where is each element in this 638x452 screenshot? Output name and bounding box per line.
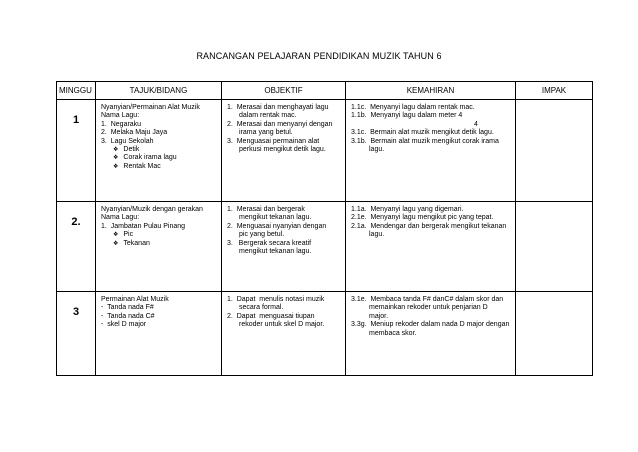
kemahiran-line: major. (369, 312, 389, 320)
objektif-line: irama yang betul. (239, 129, 293, 137)
objektif-line: pic yang betul. (239, 231, 285, 239)
kemahiran-line: 1.1a. Menyanyi lagu yang digemari. (351, 206, 464, 213)
tajuk-cell (96, 292, 222, 376)
objektif-cell (222, 292, 346, 376)
header-minggu: MINGGU (57, 82, 96, 100)
objektif-line: 3. Bergerak secara kreatif (227, 239, 312, 247)
tajuk-bullet-item: ❖ Corak irama lagu (101, 154, 217, 162)
lesson-plan-table (56, 81, 593, 376)
objektif-line: secara formal. (239, 304, 284, 312)
tajuk-line: Nama Lagu: (101, 214, 140, 222)
tajuk-bullet-item: ❖ Pic (101, 231, 217, 239)
tajuk-line: Nama Lagu: (101, 112, 140, 120)
kemahiran-line: 1.1c. Menyanyi lagu dalam rentak mac. (351, 104, 475, 111)
table-row (57, 202, 593, 292)
objektif-line: mengikut tekanan lagu. (239, 248, 312, 256)
kemahiran-line: 4 (474, 120, 478, 128)
table-header-row (57, 82, 593, 100)
tajuk-line: 1. Negaraku (101, 120, 142, 128)
kemahiran-line: memainkan rekoder untuk penjarian D (369, 304, 488, 312)
tajuk-cell (96, 100, 222, 202)
header-impak: IMPAK (516, 82, 593, 100)
impak-cell (516, 100, 593, 202)
table-row (57, 100, 593, 202)
objektif-line: 1. Merasai dan menghayati lagu (227, 104, 329, 111)
tajuk-line: Nyanyian/Muzik dengan gerakan (101, 206, 203, 213)
week-cell: 2. (57, 202, 96, 292)
objektif-line: 3. Menguasai permainan alat (227, 137, 320, 145)
header-tajuk: TAJUK/BIDANG (96, 82, 222, 100)
objektif-line: rekoder untuk skel D major. (239, 321, 325, 329)
kemahiran-cell (346, 202, 516, 292)
tajuk-line: 1. Jambatan Pulau Pinang (101, 222, 186, 230)
tajuk-bullet-item: ❖ Rentak Mac (101, 163, 217, 171)
objektif-line: 1. Dapat menulis notasi muzik (227, 296, 325, 303)
tajuk-line: Permainan Alat Muzik (101, 296, 169, 303)
objektif-line: mengikut tekanan lagu. (239, 214, 312, 222)
objektif-cell (222, 202, 346, 292)
impak-cell (516, 202, 593, 292)
tajuk-line: Nyanyian/Permainan Alat Muzik (101, 104, 200, 111)
tajuk-bullet-item: ❖ Detik (101, 146, 217, 154)
objektif-line: 2. Merasai dan menyanyi dengan (227, 120, 333, 128)
tajuk-line: - skel D major (101, 321, 147, 329)
objektif-line: 1. Merasai dan bergerak (227, 206, 305, 213)
objektif-line: 2. Menguasai nyanyian dengan (227, 222, 327, 230)
objektif-line: 2. Dapat menguasai tiupan (227, 312, 315, 320)
week-cell: 1 (57, 100, 96, 202)
kemahiran-line: 2.1a. Mendengar dan bergerak mengikut tekanan (351, 222, 507, 230)
kemahiran-line: 3.1b. Bermain alat muzik mengikut corak irama (351, 137, 499, 145)
objektif-cell (222, 100, 346, 202)
kemahiran-line: lagu. (369, 146, 385, 154)
kemahiran-line: 3.1c. Bermain alat muzik mengikut detik lagu. (351, 129, 494, 137)
page-title: RANCANGAN PELAJARAN PENDIDIKAN MUZIK TAHUN 6 (196, 51, 442, 61)
kemahiran-line: 1.1b. Menyanyi lagu dalam meter 4 (351, 112, 463, 120)
tajuk-cell (96, 202, 222, 292)
tajuk-bullet-item: ❖ Tekanan (101, 240, 217, 248)
tajuk-line: 3. Lagu Sekolah (101, 137, 154, 145)
table-row (57, 292, 593, 376)
week-cell: 3 (57, 292, 96, 376)
tajuk-line: - Tanda nada F# (101, 304, 154, 312)
header-objektif: OBJEKTIF (222, 82, 346, 100)
kemahiran-line: 2.1e. Menyanyi lagu mengikut pic yang tepat. (351, 214, 494, 222)
kemahiran-line: membaca skor. (369, 329, 417, 337)
objektif-line: dalam rentak mac. (239, 112, 297, 120)
kemahiran-line: lagu. (369, 231, 385, 239)
tajuk-line: 2. Melaka Maju Jaya (101, 129, 168, 137)
tajuk-line: - Tanda nada C# (101, 312, 155, 320)
impak-cell (516, 292, 593, 376)
kemahiran-cell (346, 100, 516, 202)
header-kemahiran: KEMAHIRAN (346, 82, 516, 100)
objektif-line: perkusi mengikut detik lagu. (239, 146, 326, 154)
kemahiran-line: 3.1e. Membaca tanda F# danC# dalam skor dan (351, 296, 504, 303)
kemahiran-cell (346, 292, 516, 376)
kemahiran-line: 3.3g. Meniup rekoder dalam nada D major dengan (351, 321, 510, 329)
